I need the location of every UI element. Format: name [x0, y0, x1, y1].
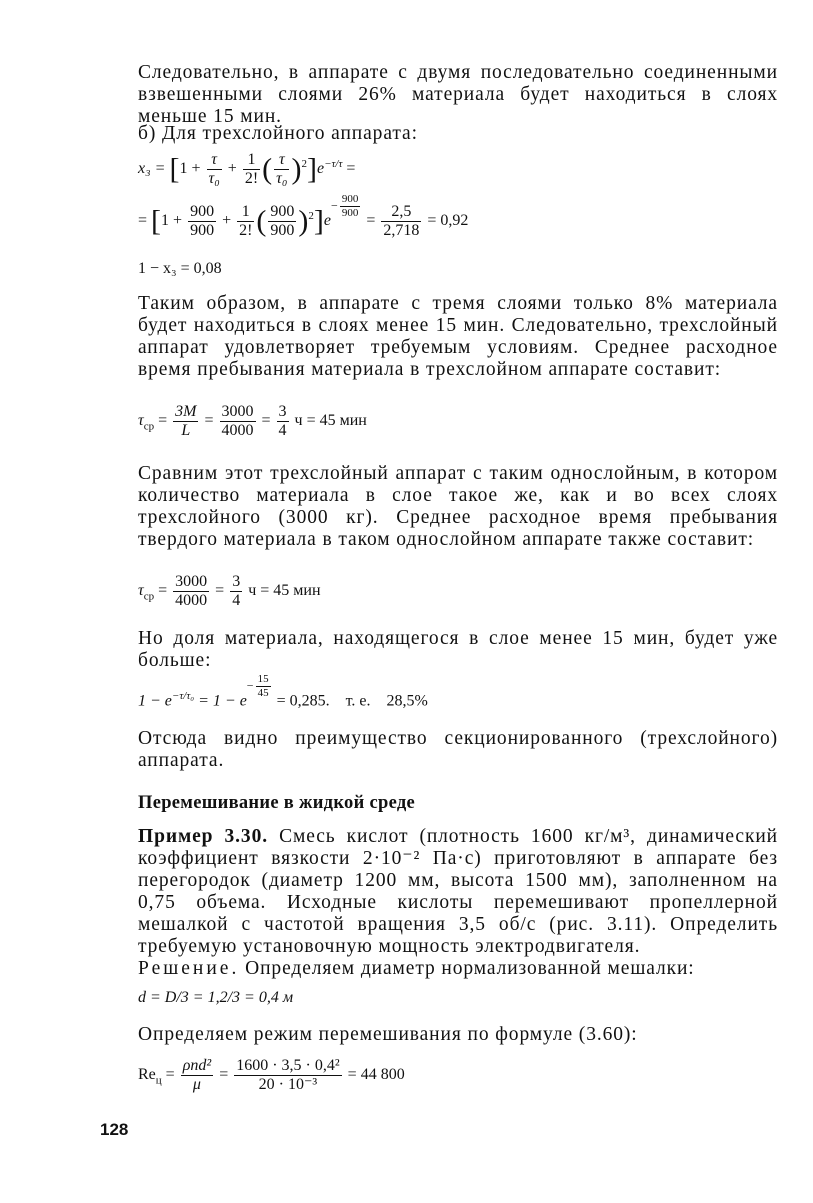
- equation-stirrer-diameter: d = D/3 = 1,2/3 = 0,4 м: [138, 989, 294, 1006]
- fraction-tau-tau0: $\frac{\tau}{\text{τ₀}}$: [208, 151, 220, 187]
- section-heading: Перемешивание в жидкой среде: [138, 793, 416, 813]
- paragraph-conclusion-two-layer: Следовательно, в аппарате с двумя последовательно соединенными взвешенными слоями 26% материала будет находиться в слоях меньше 15 мин.: [138, 62, 778, 127]
- equation-fraction-single-layer: $1 - e^{-\tau/\tau_0} = 1 - e-$ $\frac{15}{45}$ = 0,285. т. е. 28,5%: [138, 673, 428, 710]
- equation-mean-time-three-layer: $\tau_{ср}$ = $\frac{3M}{L}$ = $\frac{3000}{4000}$ = $\frac{3}{4}$ ч = 45 мин: [138, 403, 367, 439]
- paragraph-three-layer-result: Таким образом, в аппарате с тремя слоями только 8% материала будет находиться в слоях менее 15 мин. Следовательно, трехслойный аппарат удовлетворяет требуемым условиям. Среднее расходное время пребывания материала в трехслойном аппарате составит:: [138, 293, 778, 380]
- paragraph-mixing-mode: Определяем режим перемешивания по формуле (3.60):: [138, 1024, 638, 1045]
- paragraph-solution: Решение. Определяем диаметр нормализованной мешалки:: [138, 958, 695, 979]
- paragraph-advantage: Отсюда видно преимущество секционированного (трехслойного) аппарата.: [138, 728, 778, 771]
- equation-reynolds: $Re_ц$ = $\frac{\text{ρnd²}}{\mu}$ = $\frac{\text{1600 · 3,5 · 0,4²}}{\text{20 · 10⁻³}}$ = 44 800: [138, 1057, 405, 1093]
- equation-x3-formula: x₃ = [1 + $\frac{\tau}{\text{τ₀}}$ + $\frac{1}{2!}$ ( $\frac{\tau}{\text{τ₀}}$ )$^2]e^{-\tau/\tau}$ =: [138, 151, 356, 187]
- paragraph-single-layer-compare: Сравним этот трехслойный аппарат с таким однослойным, в котором количество материала в слое такое же, как и во всех слоях трехслойного (3000 кг). Среднее расходное время пребывания твердого материала в таком однослойном аппарате также составит:: [138, 463, 778, 550]
- paragraph-fraction-more: Но доля материала, находящегося в слое менее 15 мин, будет уже больше:: [138, 628, 778, 671]
- paragraph-example-3-30: Пример 3.30. Смесь кислот (плотность 1600 кг/м³, динамический коэффициент вязкости 2·10⁻² Па·с) приготовляют в аппарате без перегородок (диаметр 1200 мм, высота 1500 мм), заполненном на 0,75 объема. Исходные кислоты перемешивают пропеллерной мешалкой с частотой вращения 3,5 об/с (рис. 3.11). Определить требуемую установочную мощность электродвигателя.: [138, 826, 778, 957]
- equation-mean-time-single-layer: $\tau_{ср}$ = $\frac{3000}{4000}$ = $\frac{3}{4}$ ч = 45 мин: [138, 573, 321, 609]
- equation-1-minus-x3: 1 − x₃ = 0,08: [138, 260, 222, 277]
- equation-x3-numeric: = [1 + $\frac{900}{900}$ + $\frac{1}{2!}$ ( $\frac{900}{900}$ )$^2$]e− $\frac{900}{900}$ = $\frac{2,5}{2,718}$ = 0,92: [138, 192, 469, 239]
- paragraph-three-layer-intro: б) Для трехслойного аппарата:: [138, 123, 418, 144]
- fraction-tau-tau0-squared: $\frac{\tau}{\text{τ₀}}$: [276, 151, 288, 187]
- page-number: 128: [100, 1120, 129, 1139]
- fraction-1-2fact: $\frac{1}{2!}$: [244, 151, 259, 187]
